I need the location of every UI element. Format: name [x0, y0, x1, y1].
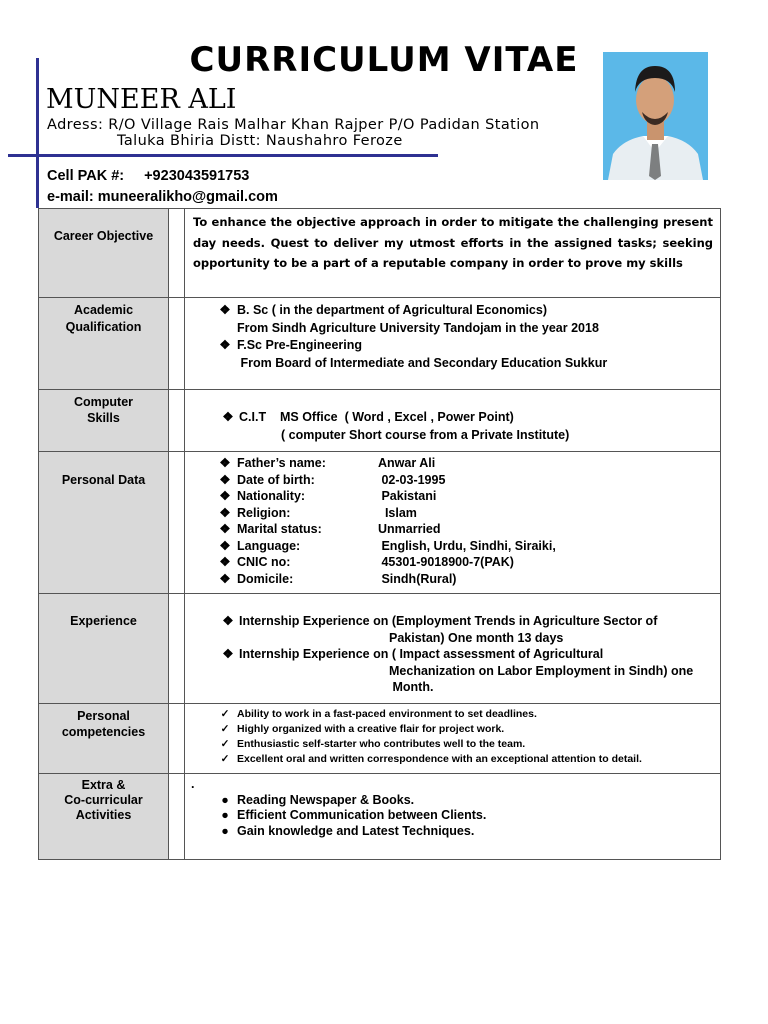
- personal-data-item: ❖ Nationality: Pakistani: [213, 488, 720, 505]
- personal-data-item: ❖ CNIC no: 45301-9018900-7(PAK): [213, 554, 720, 571]
- personal-data-list: [185, 452, 720, 587]
- address-line-1: Adress: R/O Village Rais Malhar Khan Rajper P/O Padidan Station: [47, 117, 540, 133]
- experience-row: Experience ❖ Internship Experience on (Employment Trends in Agriculture Sector of Pakistan) One month 13 days ❖ Internship Experience on ( Impact assessment of Agricultural Mechanization on Labor Employment in Sindh) one Month.: [39, 594, 721, 704]
- diamond-bullet-icon: ❖: [219, 555, 231, 569]
- profile-photo: [603, 52, 708, 180]
- diamond-bullet-icon: ❖: [219, 571, 231, 586]
- cv-table: [38, 208, 721, 860]
- computer-skills-row: Computer Skills ❖ C.I.T MS Office ( Word , Excel , Power Point) ( computer Short course from a Private Institute): [39, 390, 721, 452]
- extra-item: ● Efficient Communication between Clients.: [213, 808, 720, 824]
- cell-value: +923043591753: [144, 168, 250, 184]
- diamond-bullet-icon: ❖: [219, 338, 231, 352]
- personal-data-item: ❖ Marital status: Unmarried: [213, 521, 720, 538]
- decorative-vertical-line: [36, 58, 39, 208]
- person-portrait-icon: [603, 52, 708, 180]
- academic-row: Academic Qualification ❖ B. Sc ( in the department of Agricultural Economics) From Sindh Agriculture University Tandojam in the year 2018 ❖ F.Sc Pre-Engineering From Board of Intermediate and Secondary Education Sukkur: [39, 298, 721, 390]
- bullet-icon: ●: [221, 792, 229, 807]
- diamond-bullet-icon: ❖: [219, 489, 231, 503]
- extra-item: ● Gain knowledge and Latest Techniques.: [213, 824, 720, 840]
- personal-data-label: Personal Data: [39, 452, 169, 594]
- competency-item: ✓ Enthusiastic self-starter who contributes well to the team.: [213, 737, 720, 752]
- experience-label: Experience: [39, 594, 169, 704]
- extra-curricular-label: Extra & Co-curricular Activities: [39, 774, 169, 860]
- diamond-bullet-icon: ❖: [219, 456, 231, 470]
- candidate-name: MUNEER ALI: [46, 84, 237, 115]
- extra-curricular-row: [39, 774, 721, 860]
- diamond-bullet-icon: ❖: [219, 522, 231, 536]
- competency-item: ✓ Highly organized with a creative flair for project work.: [213, 722, 720, 737]
- academic-item: ❖ B. Sc ( in the department of Agricultural Economics): [213, 302, 720, 320]
- diamond-bullet-icon: ❖: [219, 303, 231, 317]
- career-objective-row: [39, 209, 721, 298]
- diamond-bullet-icon: ❖: [219, 505, 231, 520]
- personal-data-item: ❖ Date of birth: 02-03-1995: [213, 472, 720, 489]
- competencies-row: [39, 704, 721, 774]
- email: e-mail: muneeralikho@gmail.com: [47, 189, 278, 205]
- competency-item: ✓ Excellent oral and written correspondence with an exceptional attention to detail.: [213, 752, 720, 767]
- extra-dot: .: [191, 777, 195, 791]
- decorative-horizontal-line: [8, 154, 438, 157]
- diamond-bullet-icon: ❖: [219, 538, 231, 553]
- extra-item: ● Reading Newspaper & Books.: [213, 793, 720, 809]
- checkmark-icon: ✓: [220, 708, 230, 720]
- bullet-icon: ●: [221, 808, 229, 822]
- computer-skills-label: Computer Skills: [39, 390, 169, 452]
- personal-data-item: ❖ Domicile: Sindh(Rural): [213, 571, 720, 588]
- personal-data-item: ❖ Religion: Islam: [213, 505, 720, 522]
- personal-data-item: ❖ Father’s name: Anwar Ali: [213, 455, 720, 472]
- experience-item: ❖ Internship Experience on ( Impact assessment of Agricultural: [217, 646, 720, 663]
- diamond-bullet-icon: ❖: [219, 472, 231, 487]
- checkmark-icon: ✓: [220, 723, 230, 735]
- competencies-label: Personal competencies: [39, 704, 169, 774]
- checkmark-icon: ✓: [220, 738, 230, 750]
- computer-skill-item: ❖ C.I.T MS Office ( Word , Excel , Power Point): [217, 409, 720, 427]
- cell-number: [47, 168, 249, 184]
- checkmark-icon: ✓: [220, 753, 230, 765]
- experience-item: ❖ Internship Experience on (Employment Trends in Agriculture Sector of: [217, 613, 720, 630]
- page-title: CURRICULUM VITAE: [189, 40, 579, 80]
- address-line-2: Taluka Bhiria Distt: Naushahro Feroze: [117, 133, 403, 149]
- diamond-bullet-icon: ❖: [222, 647, 234, 661]
- bullet-icon: ●: [221, 823, 229, 838]
- diamond-bullet-icon: ❖: [222, 614, 234, 628]
- academic-item: ❖ F.Sc Pre-Engineering: [213, 337, 720, 355]
- academic-label: Academic Qualification: [39, 298, 169, 390]
- career-objective-text: To enhance the objective approach in order to mitigate the challenging present day needs. Quest to deliver my utmost efforts in the assigned tasks; seeking opportunity to be a part of a reputable company in order to prove my skills: [193, 215, 713, 270]
- personal-data-row: [39, 452, 721, 594]
- competency-item: ✓ Ability to work in a fast-paced environment to set deadlines.: [213, 707, 720, 722]
- diamond-bullet-icon: ❖: [222, 410, 234, 424]
- personal-data-item: ❖ Language: English, Urdu, Sindhi, Siraiki,: [213, 538, 720, 555]
- career-objective-label: Career Objective: [39, 209, 169, 298]
- cell-label: Cell PAK #:: [47, 168, 125, 184]
